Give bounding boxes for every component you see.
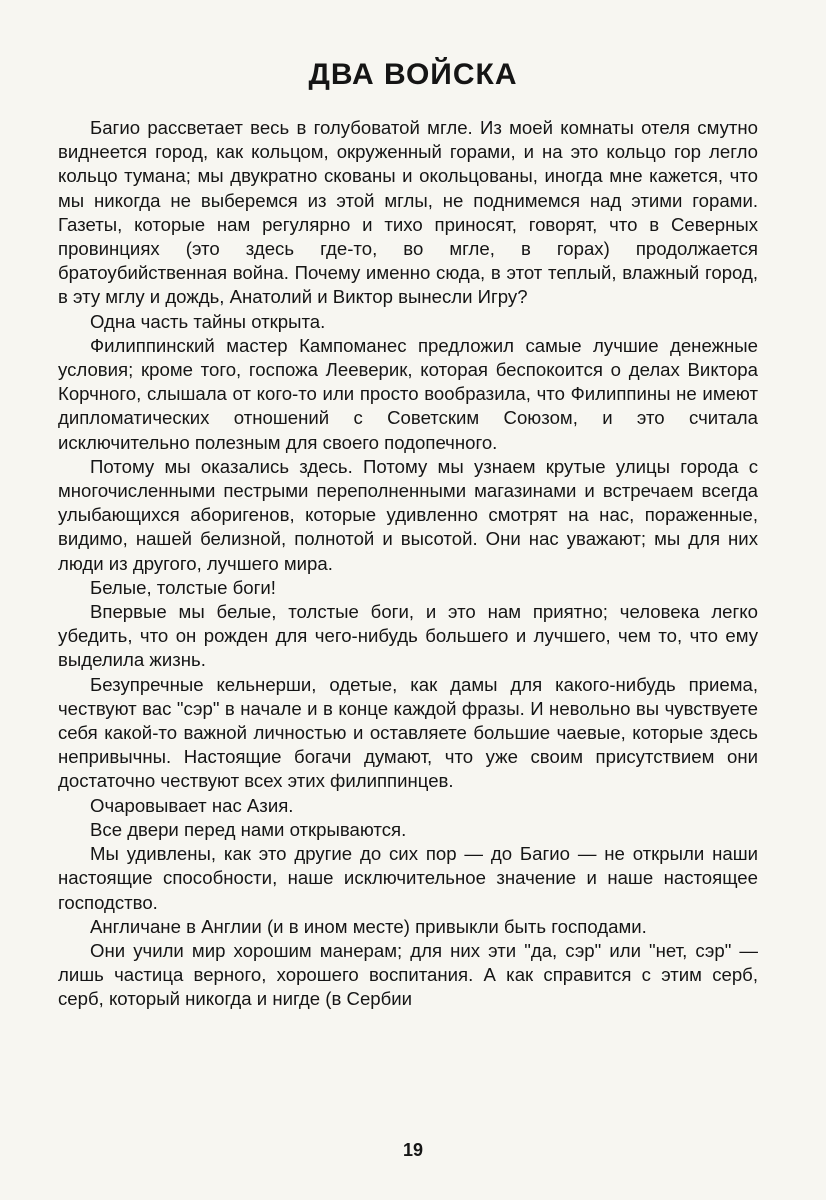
paragraph: Они учили мир хорошим манерам; для них эти "да, сэр" или "нет, сэр" — лишь частица верного, хорошего воспитания. А как справится с этим серб, серб, который никогда и нигде (в Сербии: [58, 939, 758, 1010]
paragraph: Впервые мы белые, толстые боги, и это нам приятно; человека легко убедить, что он рожден для чего-нибудь большего и лучшего, чем то, что ему выделила жизнь.: [58, 601, 758, 671]
paragraph: Мы удивлены, как это другие до сих пор — до Багио — не открыли наши настоящие способности, наше исключительное значение и наше настоящее господство.: [58, 843, 758, 913]
paragraph: Безупречные кельнерши, одетые, как дамы для какого-нибудь приема, чествуют вас "сэр" в начале и в конце каждой фразы. И невольно вы чувствуете себя какой-то важной личностью и оставляете большие чаевые, которые здесь непривычны. Настоящие богачи думают, что уже своим присутствием они достаточно чествуют всех этих филиппинцев.: [58, 673, 758, 792]
page-number: 19: [402, 1140, 424, 1160]
chapter-title: ДВА ВОЙСКА: [308, 58, 518, 91]
paragraph: Все двери перед нами открываются.: [90, 818, 407, 840]
body-text: [58, 116, 758, 1012]
paragraph: Очаровывает нас Азия.: [90, 794, 294, 816]
paragraph: Белые, толстые боги!: [90, 576, 276, 598]
paragraph: Потому мы оказались здесь. Потому мы узнаем крутые улицы города с многочисленными пестрыми переполненными магазинами и встречаем всегда улыбающихся аборигенов, которые удивленно смотрят на нас, пораженные, видимо, нашей белизной, полнотой и высотой. Они нас уважают; мы для них люди из другого, лучшего мира.: [58, 455, 758, 574]
paragraph: Одна часть тайны открыта.: [90, 310, 326, 332]
paragraph: Багио рассветает весь в голубоватой мгле. Из моей комнаты отеля смутно виднеется город, как кольцом, окруженный горами, и на это кольцо гор легло кольцо тумана; мы двукратно скованы и окольцованы, иногда мне кажется, что мы никогда не выберемся из этой мглы, не поднимемся над этими горами. Газеты, которые нам регулярно и тихо приносят, говорят, что в Северных провинциях (это здесь где-то, во мгле, в горах) продолжается братоубийственная война. Почему именно сюда, в этот теплый, влажный город, в эту мглу и дождь, Анатолий и Виктор вынесли Игру?: [58, 117, 758, 308]
paragraph: Англичане в Англии (и в ином месте) привыкли быть господами.: [90, 915, 647, 937]
paragraph: Филиппинский мастер Кампоманес предложил самые лучшие денежные условия; кроме того, госпожа Лееверик, которая беспокоится о делах Виктора Корчного, слышала от кого-то или просто вообразила, что Филиппины не имеют дипломатических отношений с Советским Союзом, и это считала исключительно полезным для своего подопечного.: [58, 334, 758, 453]
